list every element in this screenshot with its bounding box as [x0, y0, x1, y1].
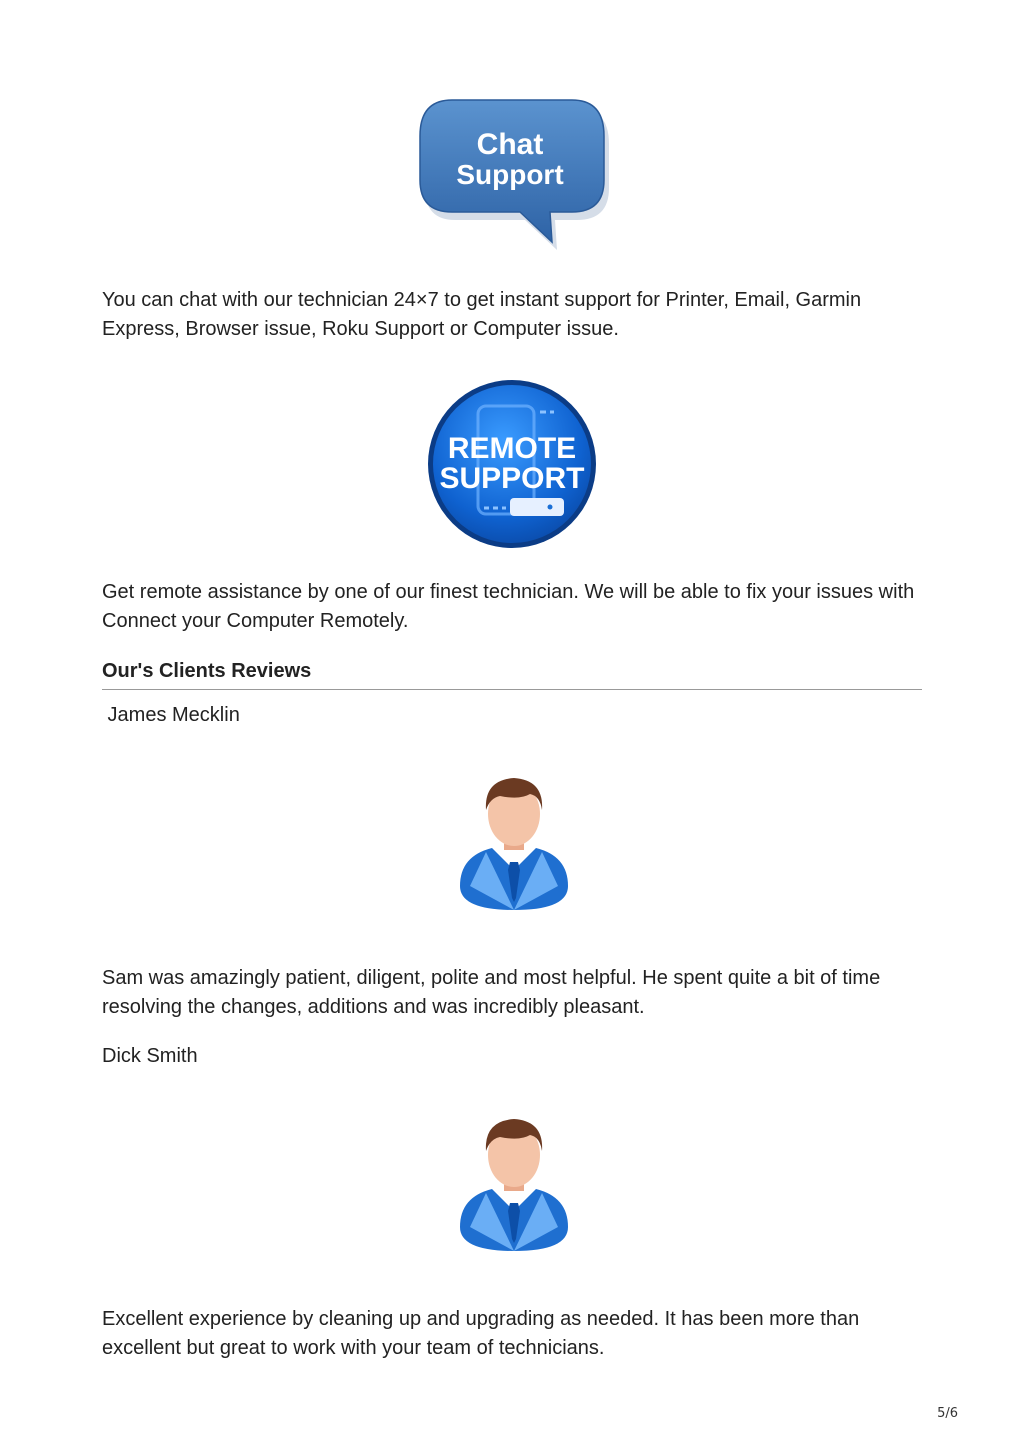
reviewer-name: James Mecklin — [102, 704, 240, 726]
review-text: Excellent experience by cleaning up and upgrading as needed. It has been more than excellent but great to work with your team of technicians. — [102, 1308, 860, 1359]
remote-support-badge-icon — [426, 378, 598, 550]
chat-badge-line1: Chat — [476, 128, 544, 161]
user-avatar-icon — [456, 1115, 572, 1253]
remote-badge-line1: REMOTE — [447, 432, 577, 465]
chat-support-badge-icon — [414, 96, 614, 252]
reviewer-name: Dick Smith — [102, 1045, 198, 1067]
chat-badge-line2: Support — [456, 159, 564, 190]
reviews-divider — [102, 689, 922, 690]
user-avatar-icon — [456, 774, 572, 912]
page-number: 5/6 — [937, 1406, 958, 1421]
remote-badge-line2: SUPPORT — [439, 462, 585, 495]
review-text: Sam was amazingly patient, diligent, polite and most helpful. He spent quite a bit of time resolving the changes, additions and was incredibly pleasant. — [102, 967, 881, 1018]
remote-support-text: Get remote assistance by one of our finest technician. We will be able to fix your issues with Connect your Computer Remotely. — [102, 581, 915, 632]
reviews-heading: Our's Clients Reviews — [102, 660, 312, 682]
chat-support-text: You can chat with our technician 24×7 to get instant support for Printer, Email, Garmin Express, Browser issue, Roku Support or Computer issue. — [102, 289, 862, 340]
